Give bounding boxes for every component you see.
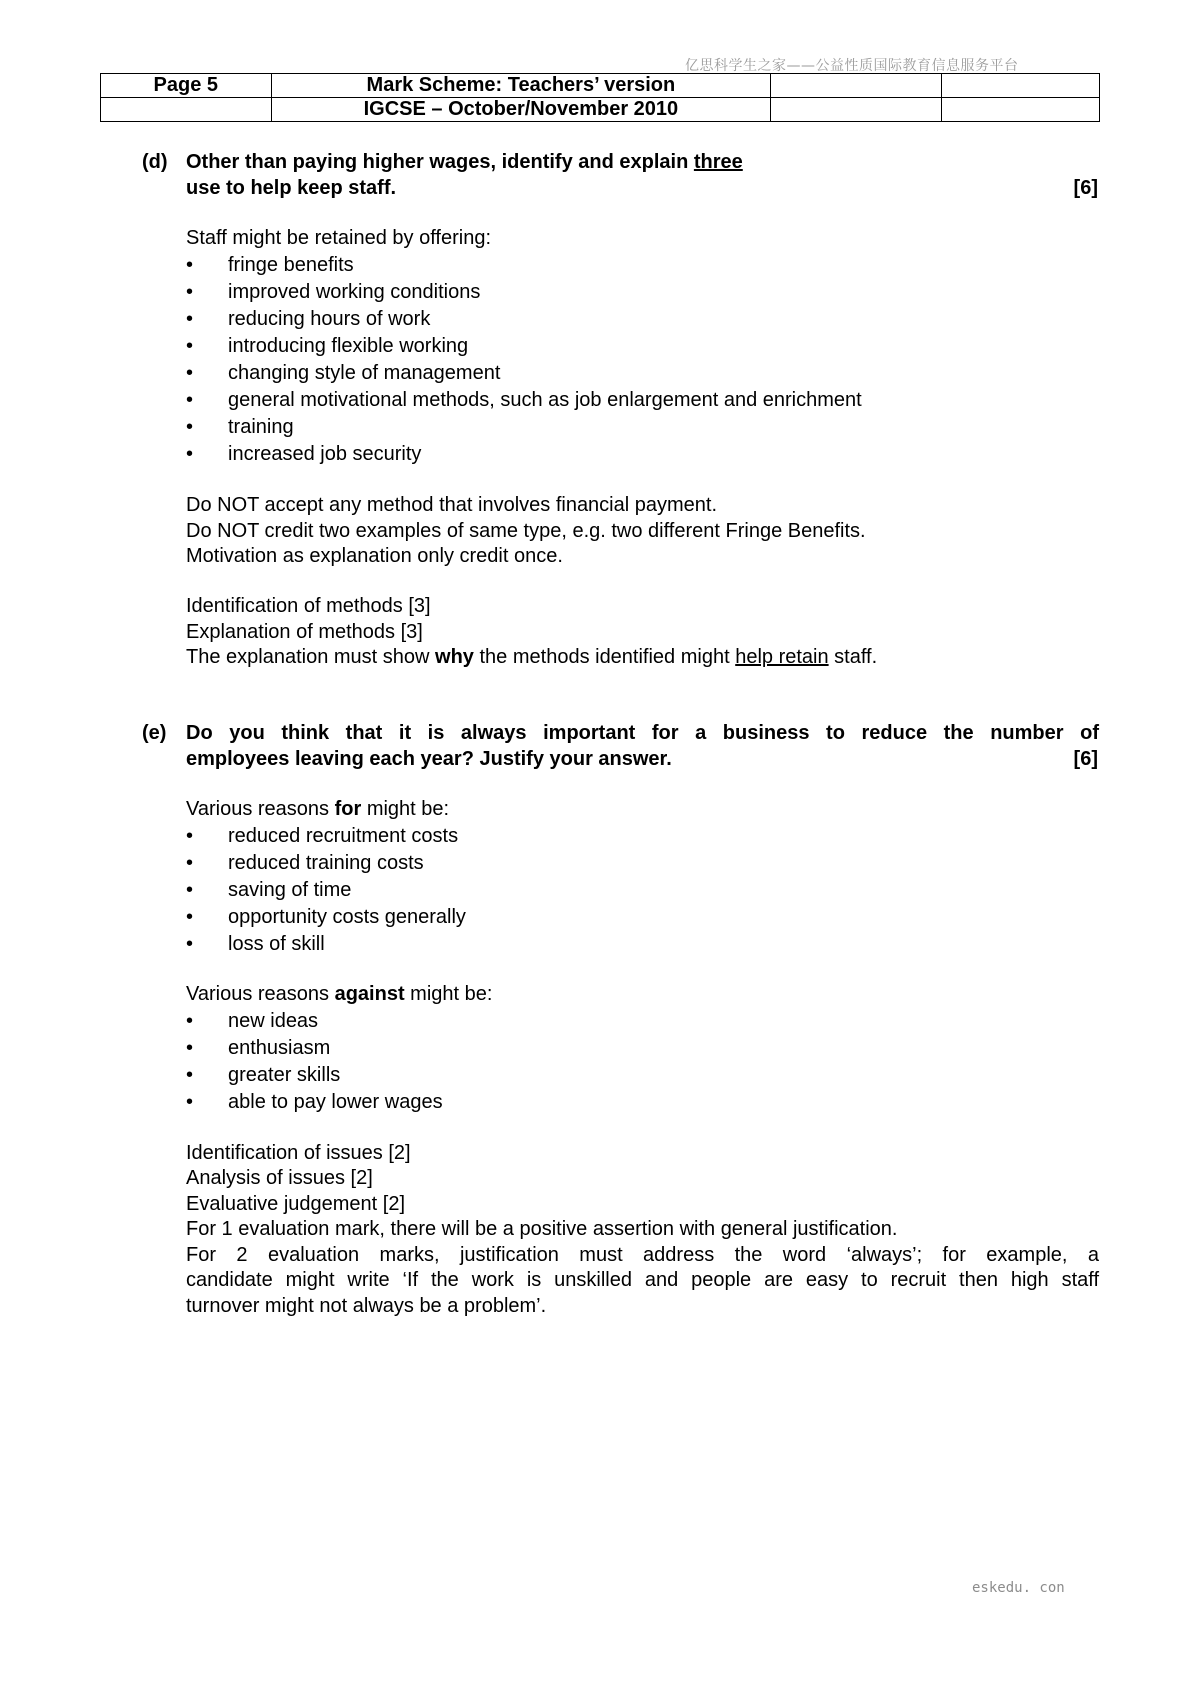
- mark-allocation: Identification of methods [3]: [186, 595, 431, 617]
- page-number: Page 5: [101, 74, 272, 98]
- evaluation-guidance: For 1 evaluation mark, there will be a positive assertion with general justification.: [186, 1218, 898, 1240]
- evaluation-guidance: turnover might not always be a problem’.: [186, 1295, 547, 1317]
- bullet-icon: •: [186, 281, 194, 303]
- bullet-icon: •: [186, 1010, 194, 1032]
- question-e-text-line2: employees leaving each year? Justify your answer.: [186, 748, 672, 770]
- bullet-icon: •: [186, 389, 194, 411]
- explanation-requirement: The explanation must show why the methods identified might help retain staff.: [186, 646, 878, 668]
- bullet-icon: •: [186, 416, 194, 438]
- list-item: new ideas: [228, 1010, 319, 1032]
- mark-allocation: Identification of issues [2]: [186, 1142, 411, 1164]
- list-item: opportunity costs generally: [228, 906, 466, 928]
- bullet-icon: •: [186, 879, 194, 901]
- bullet-icon: •: [186, 1064, 194, 1086]
- list-item: able to pay lower wages: [228, 1091, 443, 1113]
- list-item: reducing hours of work: [228, 308, 431, 330]
- bullet-icon: •: [186, 825, 194, 847]
- bullet-icon: •: [186, 362, 194, 384]
- reasons-against-intro: Various reasons against might be:: [186, 983, 493, 1005]
- list-item: training: [228, 416, 294, 438]
- question-d-text-line1: Other than paying higher wages, identify and explain three: [186, 151, 743, 173]
- question-e-text-line1: Do you think that it is always important for a business to reduce the number of: [186, 722, 1099, 744]
- evaluation-guidance: candidate might write ‘If the work is unskilled and people are easy to recruit then high staff: [186, 1269, 1099, 1291]
- header-empty-cell: [941, 98, 1099, 122]
- list-item: introducing flexible working: [228, 335, 469, 357]
- bullet-icon: •: [186, 335, 194, 357]
- list-item: general motivational methods, such as job enlargement and enrichment: [228, 389, 862, 411]
- header-empty-cell: [771, 74, 941, 98]
- list-item: changing style of management: [228, 362, 501, 384]
- bullet-icon: •: [186, 308, 194, 330]
- watermark-top: 亿思科学生之家——公益性质国际教育信息服务平台: [685, 58, 1019, 74]
- exam-session: IGCSE – October/November 2010: [271, 98, 771, 122]
- mark-allocation: Evaluative judgement [2]: [186, 1193, 406, 1215]
- question-d-text-line2: use to help keep staff.: [186, 177, 397, 199]
- bullet-icon: •: [186, 254, 194, 276]
- note-line: Motivation as explanation only credit once.: [186, 545, 563, 567]
- question-e-mark: [6]: [1073, 748, 1098, 770]
- list-item: fringe benefits: [228, 254, 354, 276]
- question-d-label: (d): [142, 151, 168, 173]
- question-d-mark: [6]: [1073, 177, 1098, 199]
- bullet-icon: •: [186, 906, 194, 928]
- note-line: Do NOT accept any method that involves financial payment.: [186, 494, 718, 516]
- reasons-for-intro: Various reasons for might be:: [186, 798, 450, 820]
- question-d-intro: Staff might be retained by offering:: [186, 227, 492, 249]
- list-item: greater skills: [228, 1064, 341, 1086]
- list-item: reduced training costs: [228, 852, 424, 874]
- header-empty-cell: [941, 74, 1099, 98]
- header-empty-cell: [101, 98, 272, 122]
- bullet-icon: •: [186, 852, 194, 874]
- list-item: improved working conditions: [228, 281, 481, 303]
- header-table: [100, 73, 1100, 122]
- question-e-label: (e): [142, 722, 167, 744]
- bullet-icon: •: [186, 933, 194, 955]
- header-empty-cell: [771, 98, 941, 122]
- bullet-icon: •: [186, 1091, 194, 1113]
- watermark-bottom: eskedu. con: [972, 1580, 1065, 1596]
- mark-allocation: Explanation of methods [3]: [186, 621, 423, 643]
- mark-allocation: Analysis of issues [2]: [186, 1167, 373, 1189]
- evaluation-guidance: For 2 evaluation marks, justification must address the word ‘always’; for example, a: [186, 1244, 1099, 1266]
- list-item: enthusiasm: [228, 1037, 331, 1059]
- bullet-icon: •: [186, 443, 194, 465]
- document-title: Mark Scheme: Teachers’ version: [271, 74, 771, 98]
- note-line: Do NOT credit two examples of same type, e.g. two different Fringe Benefits.: [186, 520, 866, 542]
- list-item: saving of time: [228, 879, 352, 901]
- list-item: increased job security: [228, 443, 422, 465]
- list-item: loss of skill: [228, 933, 325, 955]
- list-item: reduced recruitment costs: [228, 825, 459, 847]
- bullet-icon: •: [186, 1037, 194, 1059]
